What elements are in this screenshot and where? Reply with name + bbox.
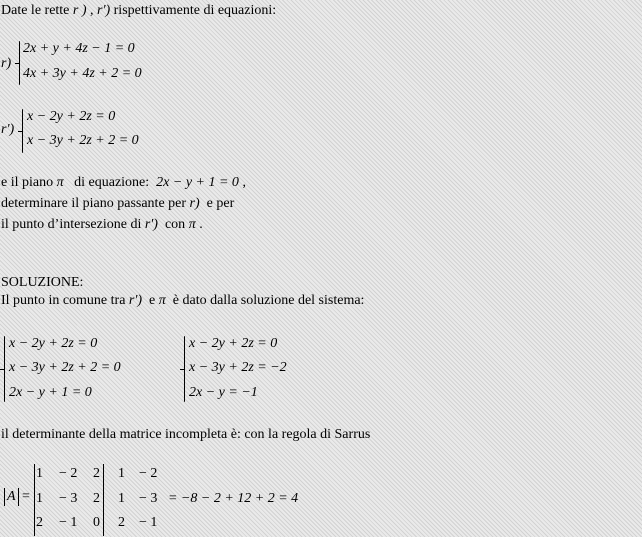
determine-line xyxy=(1,196,234,212)
matrix-cell: 1 xyxy=(36,466,43,481)
matrix-cell: 2 xyxy=(93,466,100,481)
plane-text-mid: di equazione: xyxy=(63,175,157,190)
pi-symbol: π xyxy=(188,217,196,232)
system-right-eq1: x − 2y + 2z = 0 xyxy=(189,336,278,351)
determinant-result: = −8 − 2 + 12 + 2 = 4 xyxy=(168,491,299,506)
system-right-brace xyxy=(184,336,185,402)
system-rprime-label: r') xyxy=(1,122,15,137)
solution-heading: SOLUZIONE: xyxy=(1,275,84,290)
system-left-eq1: x − 2y + 2z = 0 xyxy=(9,336,98,351)
plane-text-end: , xyxy=(238,175,246,190)
matrix-cell: 0 xyxy=(93,515,100,530)
sarrus-cell: 1 xyxy=(118,466,125,481)
sarrus-cell: − 2 xyxy=(139,466,158,481)
plane-equation: 2x − y + 1 = 0 xyxy=(156,175,239,190)
line-r-symbol: r ) xyxy=(72,3,87,18)
sarrus-cell: 2 xyxy=(118,515,125,530)
matrix-cell: 2 xyxy=(93,491,100,506)
system-rprime-brace xyxy=(22,109,23,153)
system-right-eq3: 2x − y = −1 xyxy=(189,385,258,400)
solution-text-mid: e xyxy=(142,293,159,308)
pi-symbol: π xyxy=(56,175,64,190)
sarrus-cell: − 3 xyxy=(139,491,158,506)
abs-bar-left xyxy=(4,488,5,506)
line-rprime-symbol: r') xyxy=(144,217,158,232)
system-left-brace xyxy=(4,336,5,402)
system-left-eq3: 2x − y + 1 = 0 xyxy=(9,385,92,400)
intro-text: Date le rette xyxy=(1,3,73,18)
line-rprime-symbol: r') xyxy=(97,3,111,18)
intro-line xyxy=(1,3,276,19)
matrix-cell: 1 xyxy=(36,491,43,506)
matrix-bar-left xyxy=(34,464,35,536)
system-right-eq2: x − 3y + 2z = −2 xyxy=(189,360,287,375)
intersection-line xyxy=(1,217,203,233)
plane-line xyxy=(1,175,246,191)
determinant-text: il determinante della matrice incompleta è: con la regola di Sarrus xyxy=(1,427,371,442)
system-r-eq1: 2x + y + 4z − 1 = 0 xyxy=(23,41,135,56)
determine-text: determinare il piano passante per xyxy=(1,196,190,211)
intersection-text-end: . xyxy=(195,217,203,232)
intro-comma: , xyxy=(86,3,98,18)
system-r-brace xyxy=(19,41,20,85)
abs-bar-right xyxy=(18,488,19,506)
system-rprime-eq2: x − 3y + 2z + 2 = 0 xyxy=(27,133,139,148)
system-rprime-eq1: x − 2y + 2z = 0 xyxy=(27,109,116,124)
determinant-label: A xyxy=(7,489,16,504)
solution-line xyxy=(1,293,364,309)
plane-text: e il piano xyxy=(1,175,57,190)
solution-text-end: è dato dalla soluzione del sistema: xyxy=(165,293,365,308)
matrix-cell: − 3 xyxy=(59,491,78,506)
system-left-eq2: x − 3y + 2z + 2 = 0 xyxy=(9,360,121,375)
matrix-cell: − 2 xyxy=(59,466,78,481)
determine-text-end: e per xyxy=(199,196,235,211)
system-r-label: r) xyxy=(1,56,12,71)
pi-symbol: π xyxy=(158,293,166,308)
sarrus-cell: − 1 xyxy=(139,515,158,530)
matrix-cell: 2 xyxy=(36,515,43,530)
determinant-equals: = xyxy=(22,489,30,504)
matrix-bar-right xyxy=(103,464,104,536)
intro-text-end: rispettivamente di equazioni: xyxy=(110,3,277,18)
sarrus-cell: 1 xyxy=(118,491,125,506)
intersection-text-mid: con xyxy=(157,217,189,232)
intersection-text: il punto d’intersezione di xyxy=(1,217,145,232)
system-r-eq2: 4x + 3y + 4z + 2 = 0 xyxy=(23,66,142,81)
matrix-cell: − 1 xyxy=(59,515,78,530)
line-r-symbol: r) xyxy=(189,196,200,211)
line-rprime-symbol: r') xyxy=(128,293,143,308)
solution-text: Il punto in comune tra xyxy=(1,293,129,308)
